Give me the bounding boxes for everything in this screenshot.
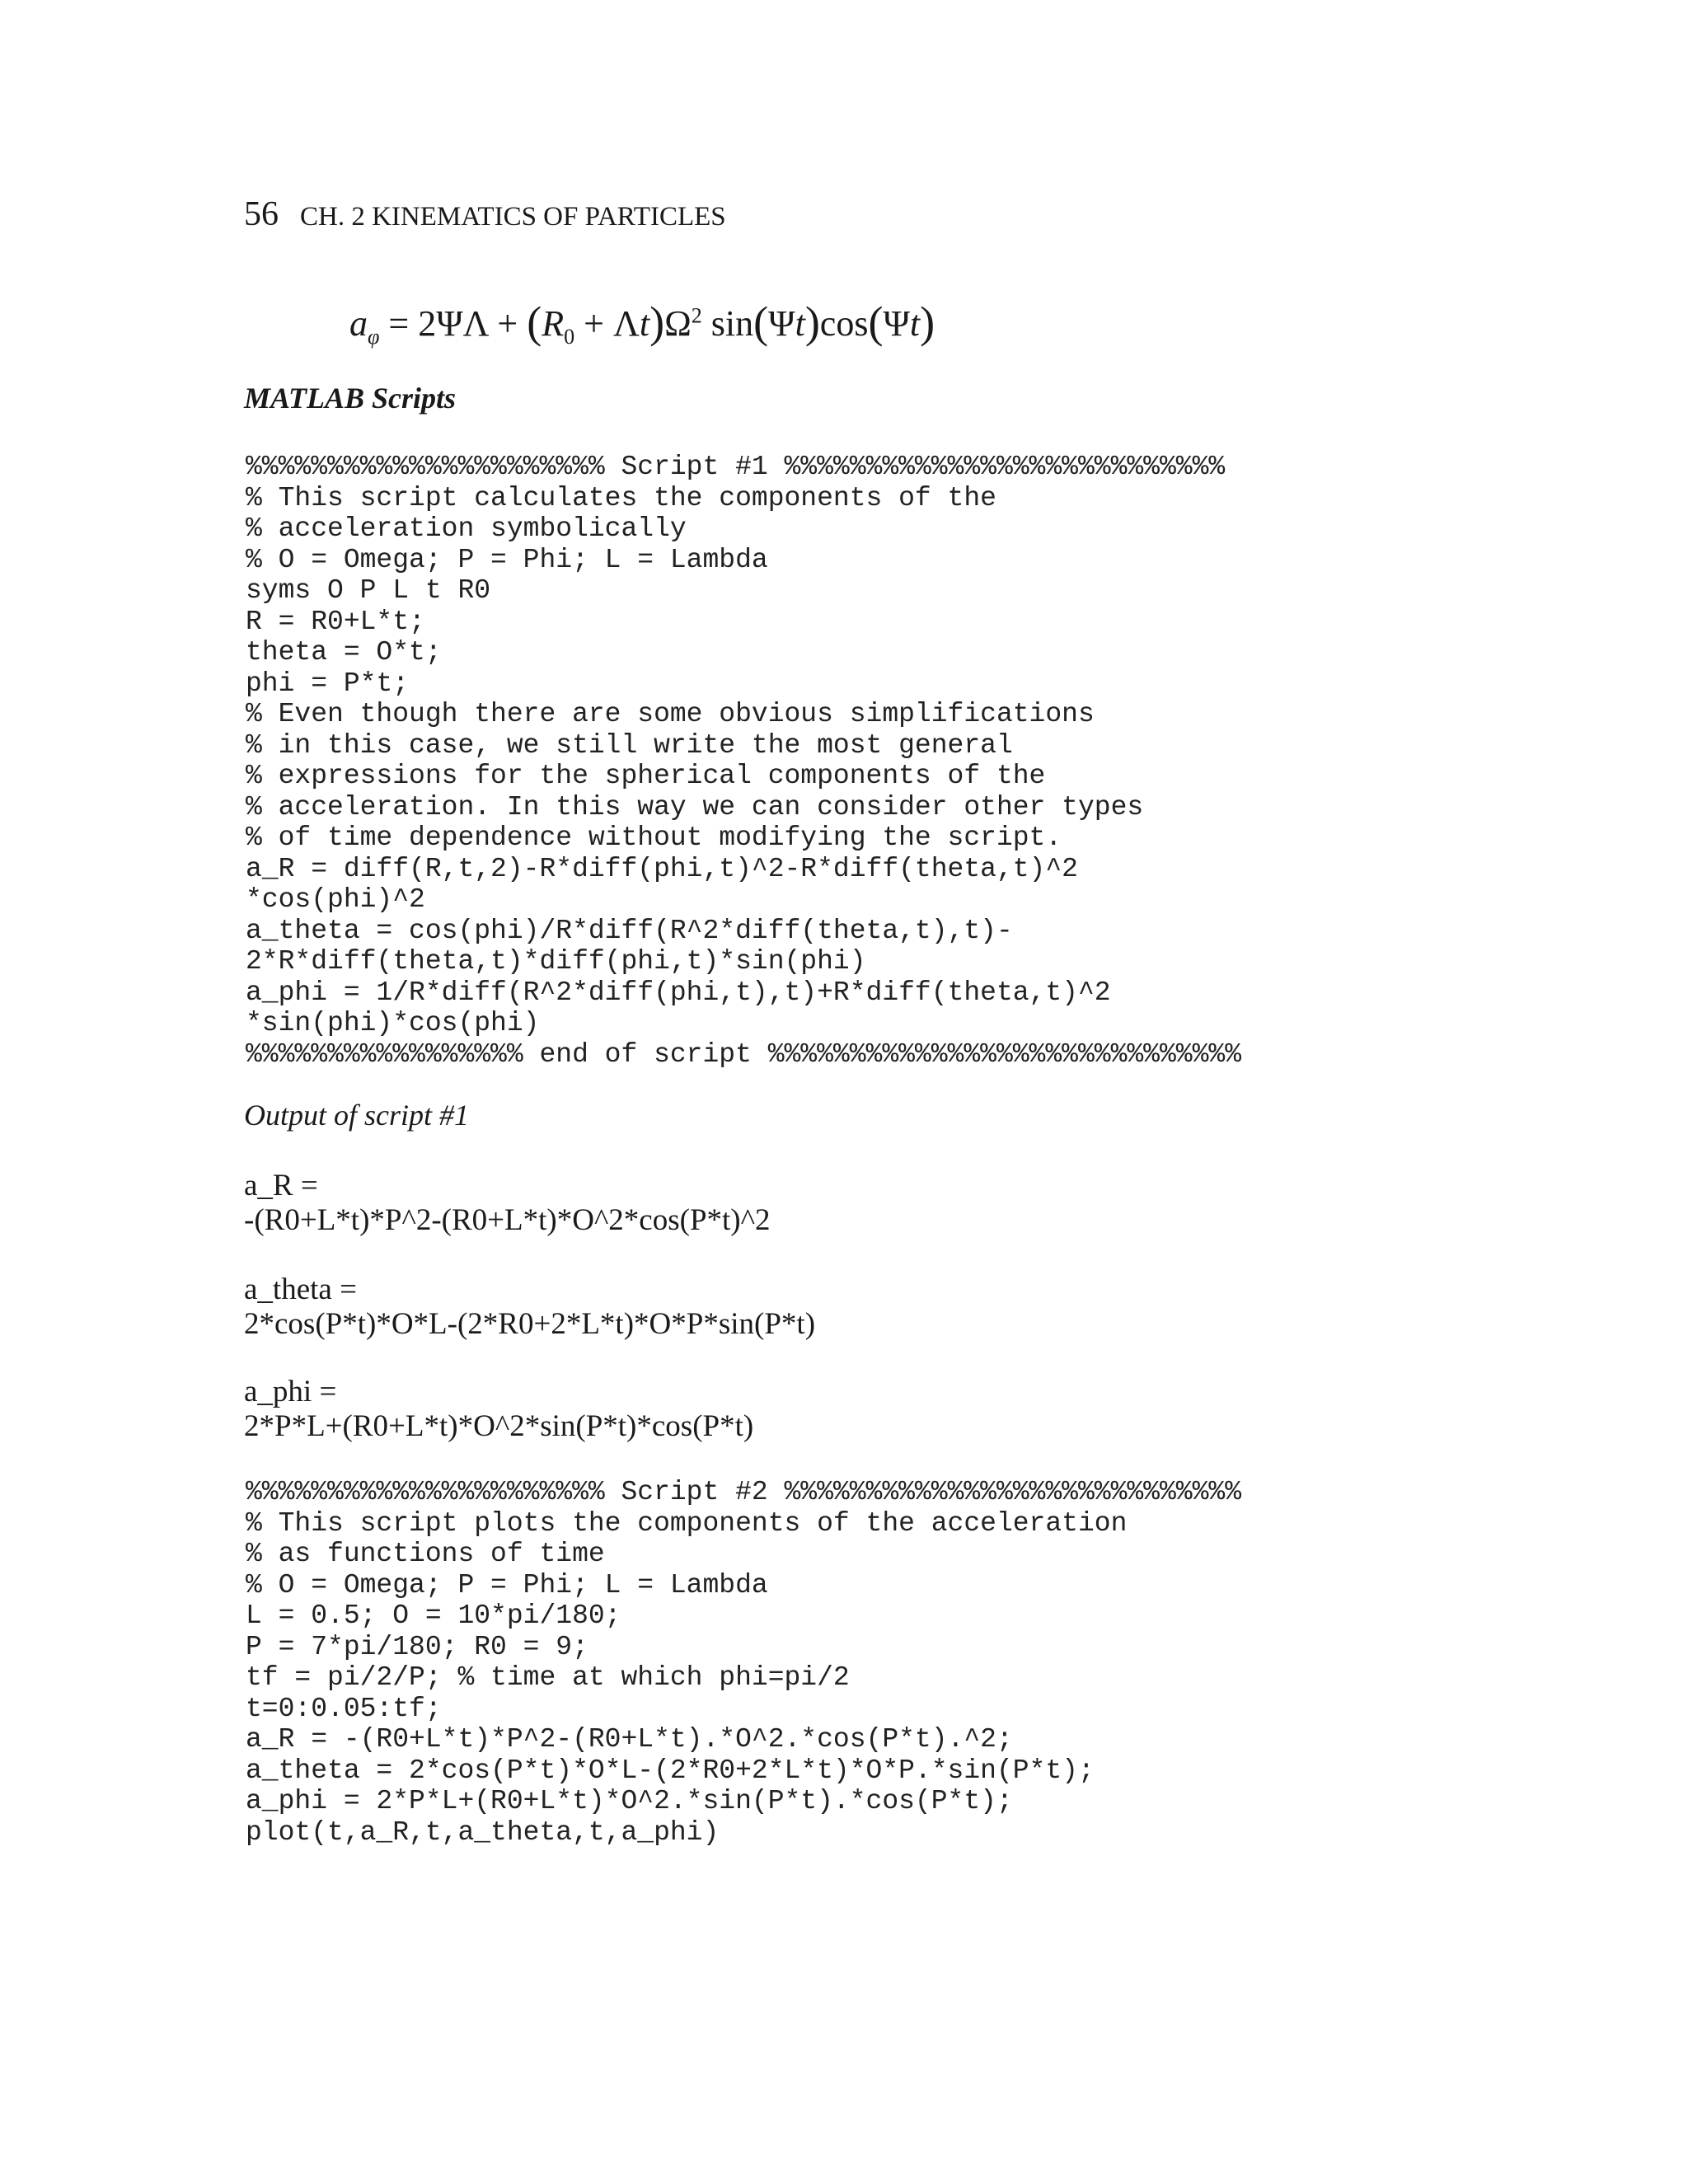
code-line: % O = Omega; P = Phi; L = Lambda bbox=[246, 544, 768, 575]
output-title: Output of script #1 bbox=[244, 1099, 470, 1132]
code-line: a_R = -(R0+L*t)*P^2-(R0+L*t).*O^2.*cos(P*t).^2; bbox=[246, 1724, 1013, 1755]
code-line: a_R = diff(R,t,2)-R*diff(phi,t)^2-R*diff(theta,t)^2 bbox=[246, 853, 1078, 884]
acceleration-phi-equation: $a_\varphi = 2\Psi\Lambda + (R_0 + \Lambda t)\Omega^2$ sin(Ψt)cos(Ψt) bbox=[349, 298, 935, 349]
code-line: % This script plots the components of the acceleration bbox=[246, 1507, 1128, 1539]
code-line: % of time dependence without modifying the script. bbox=[246, 823, 1062, 853]
output-label: a_theta = bbox=[244, 1272, 357, 1306]
code-line: % as functions of time bbox=[246, 1539, 605, 1569]
code-line: a_theta = cos(phi)/R*diff(R^2*diff(theta,t),t)- bbox=[246, 915, 1013, 946]
code-line: *cos(phi)^2 bbox=[246, 884, 425, 915]
code-line: a_phi = 2*P*L+(R0+L*t)*O^2.*sin(P*t).*cos(P*t); bbox=[246, 1786, 1013, 1816]
code-line: theta = O*t; bbox=[246, 637, 442, 668]
code-line: plot(t,a_R,t,a_theta,t,a_phi) bbox=[246, 1816, 720, 1848]
code-line: %%%%%%%%%%%%%%%%%%%%%% Script #2 %%%%%%%%%%%%%%%%%%%%%%%%%%%% bbox=[246, 1477, 1241, 1507]
matlab-script-2 bbox=[246, 1477, 1241, 1848]
code-line: % O = Omega; P = Phi; L = Lambda bbox=[246, 1569, 768, 1601]
output-value: -(R0+L*t)*P^2-(R0+L*t)*O^2*cos(P*t)^2 bbox=[244, 1203, 771, 1237]
output-a-theta bbox=[244, 1272, 815, 1342]
code-line: R = R0+L*t; bbox=[246, 606, 425, 637]
code-line: % This script calculates the components of the bbox=[246, 482, 996, 513]
code-line: % expressions for the spherical components of the bbox=[246, 761, 1046, 791]
section-title: MATLAB Scripts bbox=[244, 382, 457, 415]
output-value: 2*P*L+(R0+L*t)*O^2*sin(P*t)*cos(P*t) bbox=[244, 1409, 754, 1443]
code-line: %%%%%%%%%%%%%%%%%%%%%% Script #1 %%%%%%%%%%%%%%%%%%%%%%%%%%% bbox=[246, 452, 1226, 482]
page-header bbox=[244, 194, 726, 234]
code-line: 2*R*diff(theta,t)*diff(phi,t)*sin(phi) bbox=[246, 946, 866, 977]
code-line: L = 0.5; O = 10*pi/180; bbox=[246, 1601, 621, 1631]
chapter-title: CH. 2 KINEMATICS OF PARTICLES bbox=[300, 202, 726, 232]
code-line: a_theta = 2*cos(P*t)*O*L-(2*R0+2*L*t)*O*P.*sin(P*t); bbox=[246, 1755, 1095, 1786]
code-line: % acceleration symbolically bbox=[246, 513, 687, 544]
code-line: % in this case, we still write the most general bbox=[246, 729, 1013, 761]
output-a-r bbox=[244, 1169, 771, 1238]
code-line: a_phi = 1/R*diff(R^2*diff(phi,t),t)+R*diff(theta,t)^2 bbox=[246, 977, 1111, 1008]
code-line: tf = pi/2/P; % time at which phi=pi/2 bbox=[246, 1662, 850, 1693]
code-line: t=0:0.05:tf; bbox=[246, 1693, 442, 1724]
code-line: P = 7*pi/180; R0 = 9; bbox=[246, 1631, 588, 1662]
code-line: syms O P L t R0 bbox=[246, 575, 491, 606]
output-value: 2*cos(P*t)*O*L-(2*R0+2*L*t)*O*P*sin(P*t) bbox=[244, 1307, 816, 1341]
code-line: % Even though there are some obvious simplifications bbox=[246, 699, 1095, 729]
code-line: % acceleration. In this way we can consider other types bbox=[246, 791, 1144, 823]
code-line: *sin(phi)*cos(phi) bbox=[246, 1008, 540, 1038]
output-label: a_R = bbox=[244, 1169, 318, 1202]
page-number: 56 bbox=[244, 195, 279, 233]
output-a-phi bbox=[244, 1375, 753, 1444]
code-line: %%%%%%%%%%%%%%%%% end of script %%%%%%%%%%%%%%%%%%%%%%%%%%%%% bbox=[246, 1038, 1241, 1070]
matlab-script-1 bbox=[246, 452, 1241, 1070]
code-line: phi = P*t; bbox=[246, 668, 410, 699]
output-label: a_phi = bbox=[244, 1375, 337, 1408]
